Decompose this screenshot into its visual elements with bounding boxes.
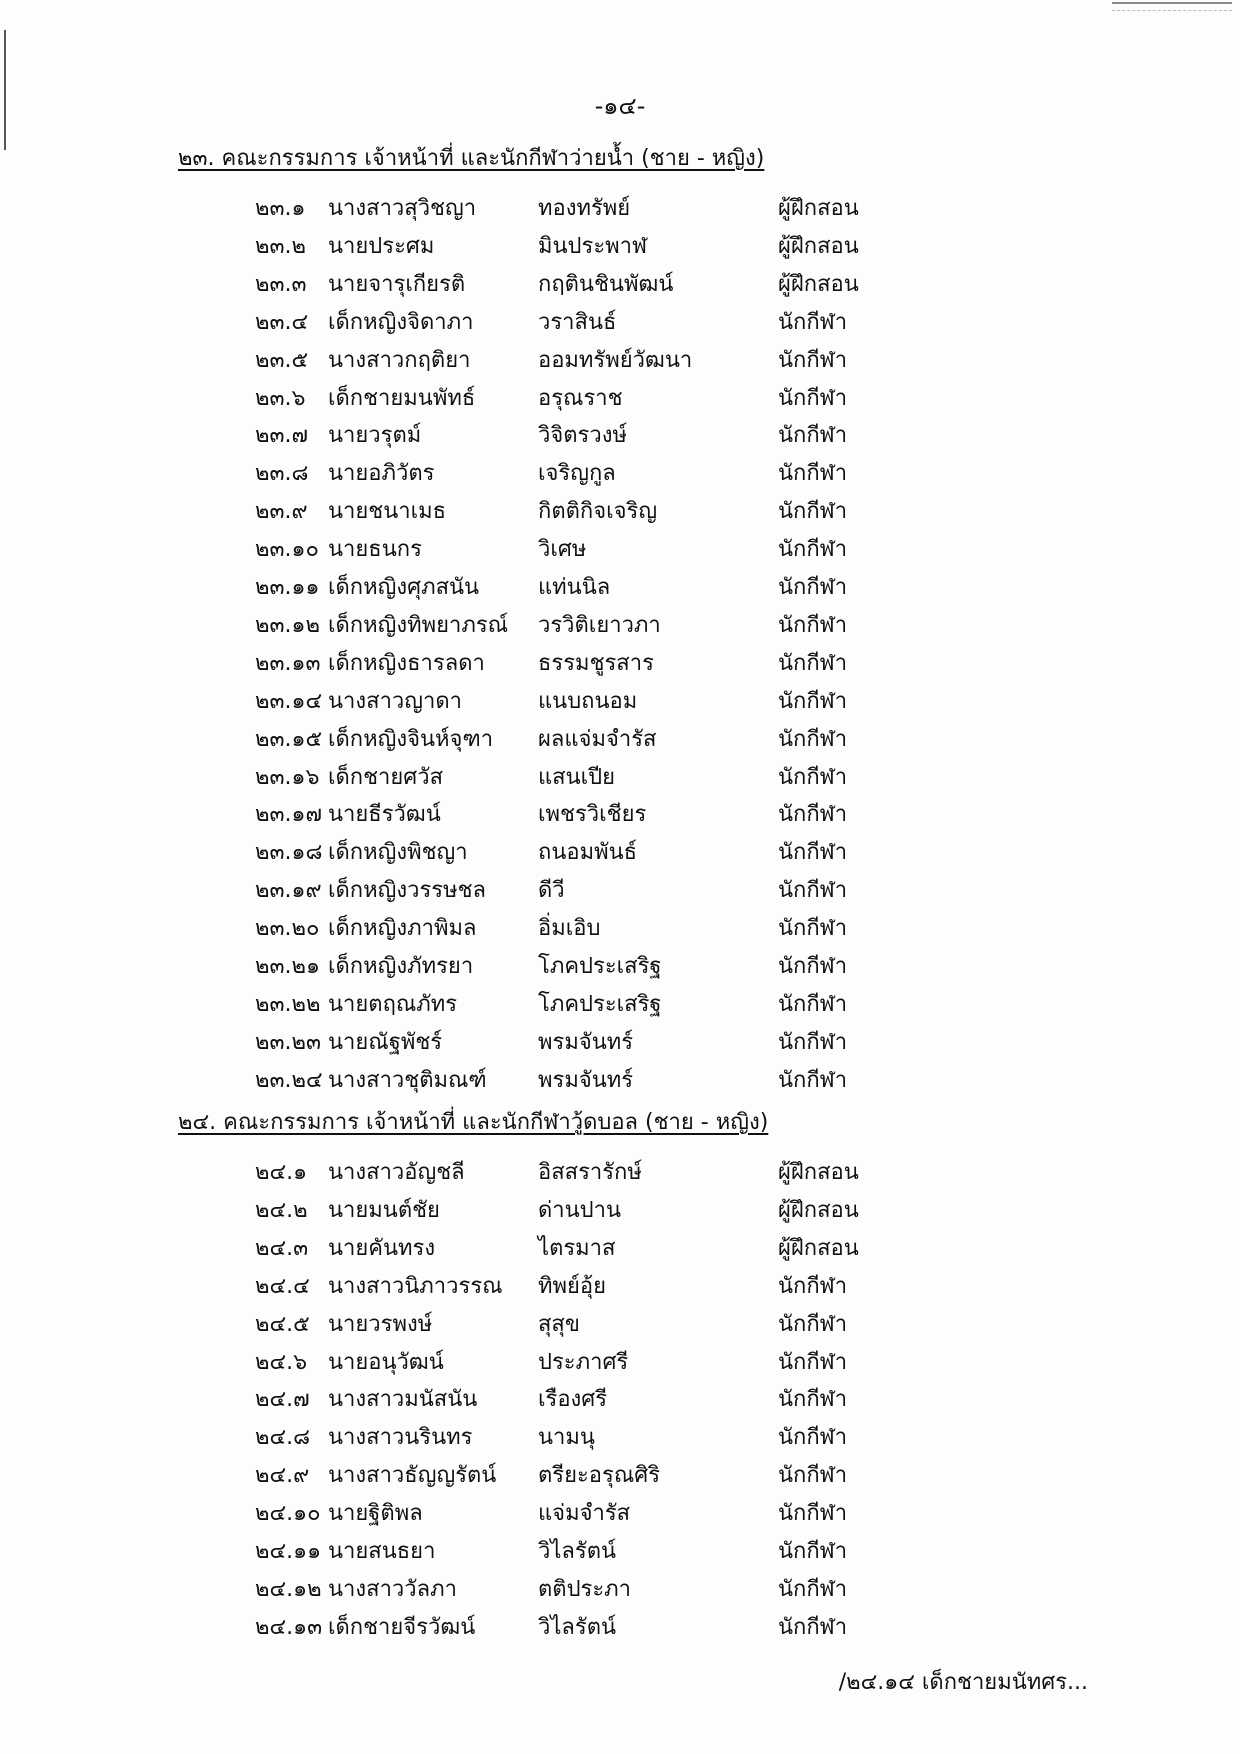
list-item: [0, 1457, 1240, 1495]
list-item: [0, 1230, 1240, 1268]
person-role: นักกีฬา: [778, 1539, 848, 1564]
list-item: [0, 1609, 1240, 1647]
item-number: ๒๓.๑๘: [255, 840, 323, 865]
person-name: นางสาวอัญชลี: [328, 1160, 465, 1185]
list-item: [0, 683, 1240, 721]
person-surname: ตติประภา: [538, 1577, 632, 1602]
list-item: [0, 342, 1240, 380]
person-role: นักกีฬา: [778, 727, 848, 752]
list-item: [0, 986, 1240, 1024]
person-surname: อิ่มเอิบ: [538, 916, 601, 941]
person-role: นักกีฬา: [778, 1312, 848, 1337]
person-surname: ถนอมพันธ์: [538, 840, 638, 865]
person-surname: ตรียะอรุณศิริ: [538, 1463, 661, 1488]
item-number: ๒๔.๘: [255, 1425, 311, 1450]
person-name: นางสาวมนัสนัน: [328, 1387, 478, 1412]
person-role: นักกีฬา: [778, 1463, 848, 1488]
list-item: [0, 569, 1240, 607]
list-item: [0, 531, 1240, 569]
person-name: นายอนุวัฒน์: [328, 1350, 444, 1375]
person-role: นักกีฬา: [778, 1068, 848, 1093]
item-number: ๒๓.๕: [255, 348, 309, 373]
item-number: ๒๓.๑๑: [255, 575, 320, 600]
person-role: ผู้ฝึกสอน: [778, 196, 859, 221]
item-number: ๒๓.๑๓: [255, 651, 321, 676]
item-number: ๒๔.๑: [255, 1160, 308, 1185]
item-number: ๒๔.๗: [255, 1387, 310, 1412]
person-surname: แท่นนิล: [538, 575, 611, 600]
item-number: ๒๔.๒: [255, 1198, 308, 1223]
person-name: เด็กหญิงทิพยาภรณ์: [328, 613, 509, 638]
person-role: นักกีฬา: [778, 1350, 848, 1375]
section-heading: ๒๓. คณะกรรมการ เจ้าหน้าที่ และนักกีฬาว่ายน้ำ (ชาย - หญิง): [178, 146, 765, 171]
person-surname: แสนเปีย: [538, 765, 616, 790]
person-name: นายอภิวัตร: [328, 461, 435, 486]
person-surname: วิเศษ: [538, 537, 587, 562]
list-item: [0, 1381, 1240, 1419]
person-role: นักกีฬา: [778, 1387, 848, 1412]
person-name: นางสาวกฤติยา: [328, 348, 471, 373]
person-role: นักกีฬา: [778, 1501, 848, 1526]
item-number: ๒๔.๑๑: [255, 1539, 322, 1564]
person-name: นางสาวญาดา: [328, 689, 463, 714]
list-item: [0, 645, 1240, 683]
person-surname: กิตติกิจเจริญ: [538, 499, 658, 524]
person-surname: พรมจันทร์: [538, 1030, 634, 1055]
person-surname: โภคประเสริฐ: [538, 992, 662, 1017]
item-number: ๒๓.๑๗: [255, 802, 323, 827]
person-role: นักกีฬา: [778, 802, 848, 827]
person-role: ผู้ฝึกสอน: [778, 1236, 859, 1261]
list-item: [0, 1154, 1240, 1192]
person-name: เด็กหญิงวรรษชล: [328, 878, 487, 903]
person-surname: เรืองศรี: [538, 1387, 608, 1412]
item-number: ๒๓.๒๔: [255, 1068, 323, 1093]
person-role: นักกีฬา: [778, 651, 848, 676]
person-role: นักกีฬา: [778, 499, 848, 524]
person-surname: วิจิตรวงษ์: [538, 423, 627, 448]
person-name: เด็กหญิงจินห์จุฑา: [328, 727, 494, 752]
person-surname: ทิพย์อุ้ย: [538, 1274, 606, 1299]
person-name: เด็กหญิงจิดาภา: [328, 310, 474, 335]
list-item: [0, 1192, 1240, 1230]
list-item: [0, 1268, 1240, 1306]
item-number: ๒๓.๒๑: [255, 954, 321, 979]
list-item: [0, 721, 1240, 759]
person-name: นางสาววัลภา: [328, 1577, 457, 1602]
person-surname: วิไลรัตน์: [538, 1615, 617, 1640]
person-surname: ด่านปาน: [538, 1198, 622, 1223]
list-item: [0, 759, 1240, 797]
item-number: ๒๓.๙: [255, 499, 308, 524]
person-surname: กฤตินชินพัฒน์: [538, 272, 674, 297]
person-name: เด็กหญิงภัทรยา: [328, 954, 474, 979]
person-role: ผู้ฝึกสอน: [778, 1160, 859, 1185]
item-number: ๒๓.๘: [255, 461, 309, 486]
person-surname: วรวิติเยาวภา: [538, 613, 661, 638]
person-name: เด็กชายจีรวัฒน์: [328, 1615, 476, 1640]
person-name: เด็กหญิงธารลดา: [328, 651, 485, 676]
list-item: [0, 1571, 1240, 1609]
list-item: [0, 1419, 1240, 1457]
list-item: [0, 872, 1240, 910]
item-number: ๒๓.๑: [255, 196, 306, 221]
list-item: [0, 1495, 1240, 1533]
list-item: [0, 493, 1240, 531]
person-name: นายมนต์ชัย: [328, 1198, 440, 1223]
person-name: นายชนาเมธ: [328, 499, 447, 524]
person-role: นักกีฬา: [778, 765, 848, 790]
person-surname: แนบถนอม: [538, 689, 638, 714]
person-surname: ออมทรัพย์วัฒนา: [538, 348, 693, 373]
item-number: ๒๔.๔: [255, 1274, 310, 1299]
list-item: [0, 1533, 1240, 1571]
person-surname: ประภาศรี: [538, 1350, 629, 1375]
person-role: นักกีฬา: [778, 689, 848, 714]
list-item: [0, 1024, 1240, 1062]
item-number: ๒๓.๒๓: [255, 1030, 322, 1055]
person-role: นักกีฬา: [778, 461, 848, 486]
item-number: ๒๔.๕: [255, 1312, 310, 1337]
item-number: ๒๔.๖: [255, 1350, 308, 1375]
person-name: นางสาวนิภาวรรณ: [328, 1274, 503, 1299]
person-name: นายจารุเกียรติ: [328, 272, 466, 297]
person-role: ผู้ฝึกสอน: [778, 234, 859, 259]
person-role: นักกีฬา: [778, 1577, 848, 1602]
person-role: นักกีฬา: [778, 954, 848, 979]
continuation-note: /๒๔.๑๔ เด็กชายมนัทศร...: [838, 1670, 1088, 1695]
item-number: ๒๓.๑๕: [255, 727, 323, 752]
person-role: นักกีฬา: [778, 992, 848, 1017]
scan-artifact: [1112, 2, 1232, 11]
person-name: นายฐิติพล: [328, 1501, 423, 1526]
person-role: นักกีฬา: [778, 575, 848, 600]
person-surname: วิไลรัตน์: [538, 1539, 617, 1564]
person-role: นักกีฬา: [778, 916, 848, 941]
person-name: นายวรพงษ์: [328, 1312, 433, 1337]
person-surname: อิสสรารักษ์: [538, 1160, 642, 1185]
person-name: เด็กหญิงภาพิมล: [328, 916, 477, 941]
person-surname: ไตรมาส: [538, 1236, 616, 1261]
person-role: นักกีฬา: [778, 423, 848, 448]
item-number: ๒๔.๑๓: [255, 1615, 323, 1640]
person-surname: นามนุ: [538, 1425, 595, 1450]
person-role: นักกีฬา: [778, 1030, 848, 1055]
person-surname: ธรรมชูรสาร: [538, 651, 654, 676]
item-number: ๒๓.๒: [255, 234, 307, 259]
item-number: ๒๓.๓: [255, 272, 307, 297]
person-role: นักกีฬา: [778, 613, 848, 638]
person-surname: ดีวี: [538, 878, 565, 903]
person-surname: สุสุข: [538, 1312, 580, 1337]
person-role: นักกีฬา: [778, 1425, 848, 1450]
person-surname: โภคประเสริฐ: [538, 954, 662, 979]
item-number: ๒๓.๑๒: [255, 613, 321, 638]
person-name: เด็กชายศวัส: [328, 765, 444, 790]
person-surname: เพชรวิเชียร: [538, 802, 647, 827]
person-surname: อรุณราช: [538, 386, 623, 411]
item-number: ๒๓.๑๔: [255, 689, 323, 714]
person-surname: วราสินธ์: [538, 310, 617, 335]
person-role: นักกีฬา: [778, 840, 848, 865]
item-number: ๒๓.๒๒: [255, 992, 321, 1017]
person-name: นายวรุตม์: [328, 423, 422, 448]
list-item: [0, 266, 1240, 304]
list-item: [0, 1344, 1240, 1382]
person-role: ผู้ฝึกสอน: [778, 272, 859, 297]
item-number: ๒๔.๙: [255, 1463, 310, 1488]
item-number: ๒๔.๑๐: [255, 1501, 321, 1526]
list-item: [0, 796, 1240, 834]
person-role: นักกีฬา: [778, 310, 848, 335]
item-number: ๒๓.๑๐: [255, 537, 319, 562]
list-item: [0, 455, 1240, 493]
list-item: [0, 1306, 1240, 1344]
person-name: นายตฤณภัทร: [328, 992, 458, 1017]
person-name: นายธนกร: [328, 537, 422, 562]
person-name: เด็กชายมนพัทธ์: [328, 386, 476, 411]
person-surname: ทองทรัพย์: [538, 196, 631, 221]
list-item: [0, 910, 1240, 948]
list-item: [0, 417, 1240, 455]
list-item: [0, 228, 1240, 266]
section-heading: ๒๔. คณะกรรมการ เจ้าหน้าที่ และนักกีฬาวู้ดบอล (ชาย - หญิง): [178, 1110, 769, 1135]
item-number: ๒๔.๓: [255, 1236, 309, 1261]
person-name: นายธีรวัฒน์: [328, 802, 441, 827]
person-role: นักกีฬา: [778, 1615, 848, 1640]
person-name: เด็กหญิงพิชญา: [328, 840, 468, 865]
list-item: [0, 1062, 1240, 1100]
person-name: นายคันทรง: [328, 1236, 436, 1261]
item-number: ๒๔.๑๒: [255, 1577, 322, 1602]
person-name: นางสาวชุติมณฑ์: [328, 1068, 487, 1093]
person-role: ผู้ฝึกสอน: [778, 1198, 859, 1223]
person-name: นางสาวสุวิชญา: [328, 196, 477, 221]
item-number: ๒๓.๔: [255, 310, 309, 335]
list-item: [0, 380, 1240, 418]
person-surname: เจริญกูล: [538, 461, 616, 486]
person-name: นายณัฐพัชร์: [328, 1030, 443, 1055]
list-item: [0, 834, 1240, 872]
person-role: นักกีฬา: [778, 386, 848, 411]
person-role: นักกีฬา: [778, 348, 848, 373]
person-role: นักกีฬา: [778, 1274, 848, 1299]
person-surname: มินประพาฬ: [538, 234, 648, 259]
item-number: ๒๓.๑๖: [255, 765, 320, 790]
person-name: เด็กหญิงศุภสนัน: [328, 575, 480, 600]
person-surname: ผลแจ่มจำรัส: [538, 727, 657, 752]
list-item: [0, 948, 1240, 986]
list-item: [0, 190, 1240, 228]
person-name: นางสาวนรินทร: [328, 1425, 473, 1450]
page-number: -๑๔-: [594, 92, 646, 120]
list-item: [0, 304, 1240, 342]
person-role: นักกีฬา: [778, 878, 848, 903]
person-name: นายประศม: [328, 234, 435, 259]
item-number: ๒๓.๗: [255, 423, 309, 448]
item-number: ๒๓.๑๙: [255, 878, 322, 903]
person-surname: พรมจันทร์: [538, 1068, 634, 1093]
person-name: นางสาวธัญญรัตน์: [328, 1463, 497, 1488]
item-number: ๒๓.๒๐: [255, 916, 320, 941]
person-role: นักกีฬา: [778, 537, 848, 562]
person-name: นายสนธยา: [328, 1539, 436, 1564]
list-item: [0, 607, 1240, 645]
person-surname: แจ่มจำรัส: [538, 1501, 631, 1526]
item-number: ๒๓.๖: [255, 386, 306, 411]
